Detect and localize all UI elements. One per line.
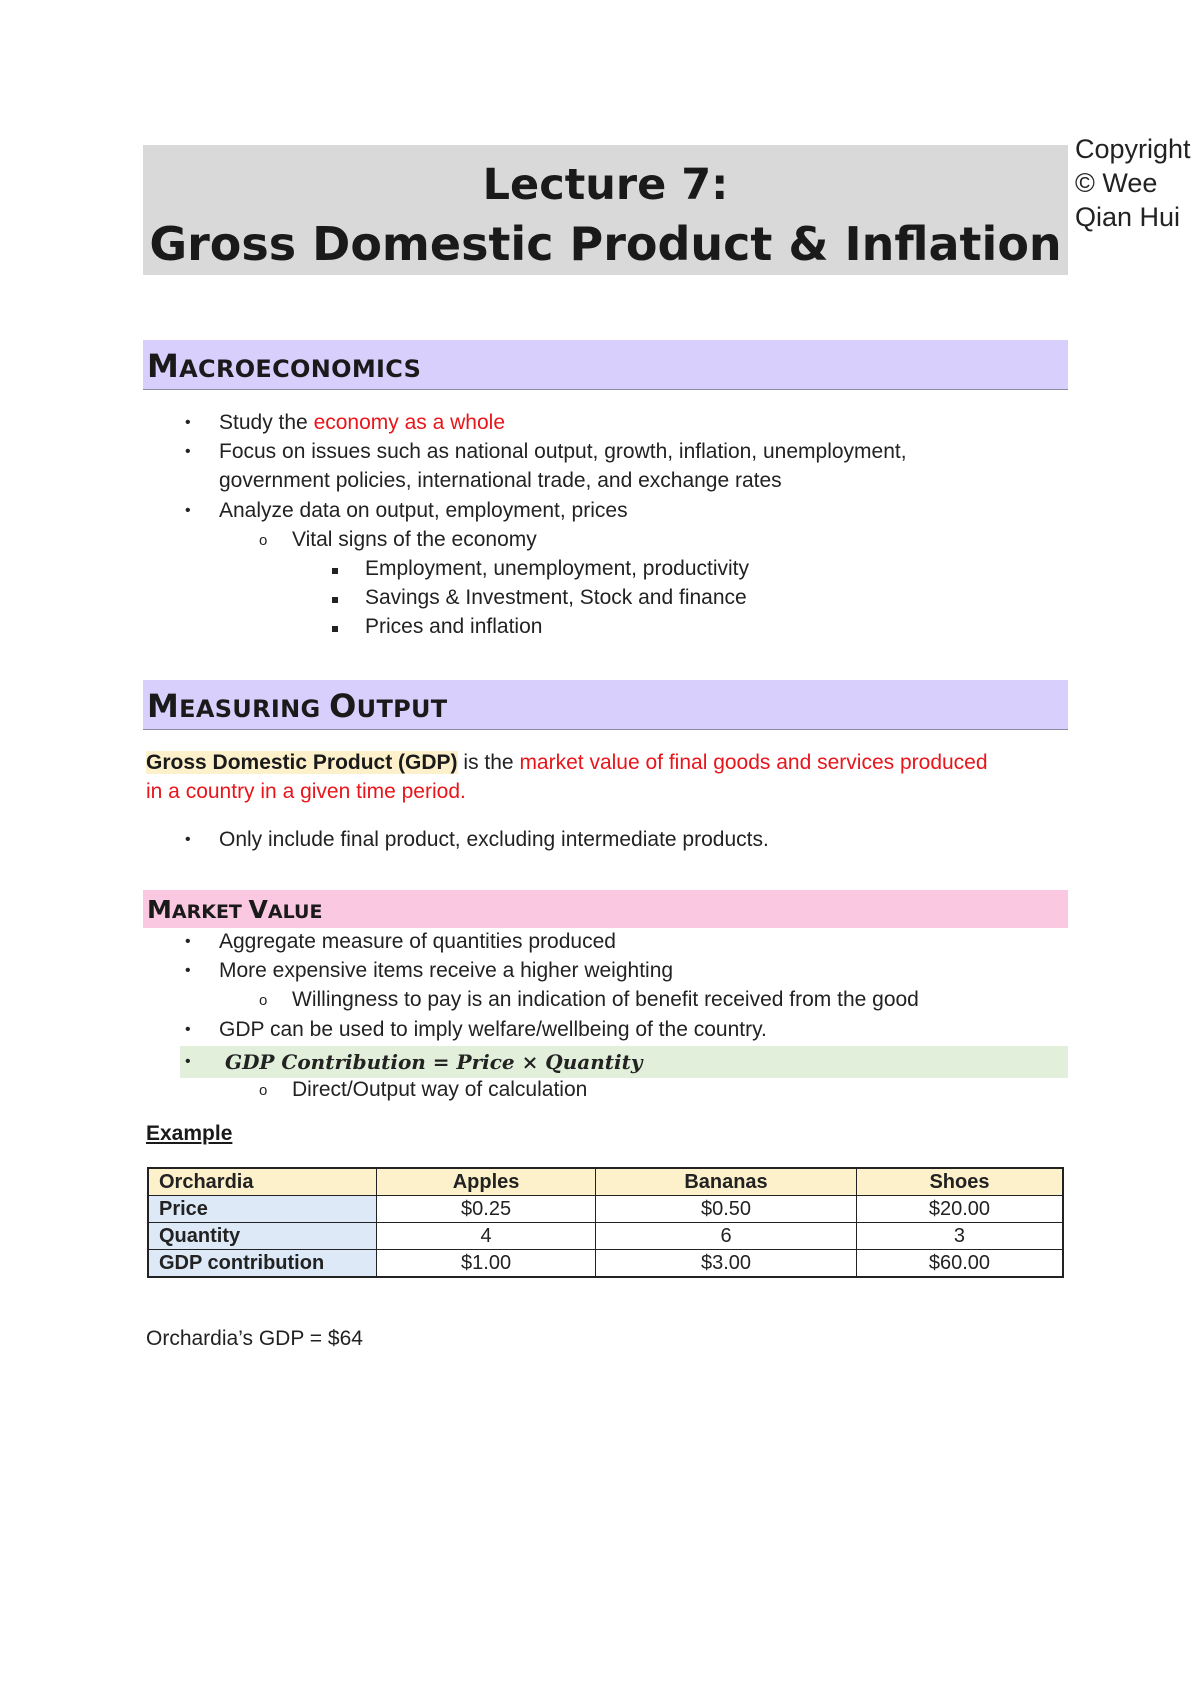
gdp-contribution-formula: GDP Contribution = Price × Quantity [225, 1050, 643, 1074]
copyright-line: Qian Hui [1075, 202, 1181, 232]
table-cell: $0.25 [377, 1196, 596, 1223]
gdp-definition [146, 749, 988, 777]
list-item: GDP can be used to imply welfare/wellbeing of the country. [219, 1018, 767, 1041]
table-cell: $20.00 [856, 1196, 1063, 1223]
table-row-label: GDP contribution [148, 1250, 377, 1278]
sub-list-item: Direct/Output way of calculation [292, 1078, 588, 1101]
text: Study the [219, 411, 314, 434]
bullet-icon: • [185, 1053, 191, 1070]
table-cell: $1.00 [377, 1250, 596, 1278]
table-header-cell: Shoes [856, 1168, 1063, 1196]
bullet-icon: • [185, 831, 191, 848]
table-row [148, 1196, 1063, 1223]
table-row-label: Quantity [148, 1223, 377, 1250]
sub-bullet-icon: o [259, 992, 268, 1009]
list-item [219, 409, 505, 437]
lecture-title: Gross Domestic Product & Inflation [149, 217, 1062, 271]
bullet-icon: • [185, 443, 191, 460]
heading-cap: V [248, 895, 268, 924]
copyright-line: Copyright [1075, 134, 1191, 164]
orchardia-table [147, 1167, 1064, 1278]
square-bullet-icon [332, 568, 338, 574]
table-header-row [148, 1168, 1063, 1196]
lecture-title-box [143, 145, 1068, 275]
table-cell: 6 [596, 1223, 857, 1250]
subsection-heading-market-value [143, 890, 1068, 928]
sub-list-item: Vital signs of the economy [292, 528, 537, 551]
square-bullet-icon [332, 626, 338, 632]
list-item-continued: government policies, international trade, and exchange rates [219, 469, 782, 492]
table-cell: $3.00 [596, 1250, 857, 1278]
gdp-result: Orchardia’s GDP = $64 [146, 1327, 363, 1350]
sub-bullet-icon: o [259, 1082, 268, 1099]
heading-cap: M [147, 687, 180, 725]
highlight-text: market value of final goods and services produced [519, 751, 988, 774]
table-row [148, 1223, 1063, 1250]
bullet-icon: • [185, 502, 191, 519]
table-row-label: Price [148, 1196, 377, 1223]
table-row [148, 1250, 1063, 1278]
list-item: Focus on issues such as national output, growth, inflation, unemployment, [219, 440, 907, 463]
table-header-cell: Bananas [596, 1168, 857, 1196]
bullet-icon: • [185, 962, 191, 979]
table-cell: 4 [377, 1223, 596, 1250]
bullet-icon: • [185, 414, 191, 431]
square-bullet-icon [332, 597, 338, 603]
heading-rest: UTPUT [356, 695, 448, 723]
heading-rest: EASURING [179, 695, 330, 723]
copyright-notice [1075, 132, 1200, 234]
list-item: More expensive items receive a higher weighting [219, 959, 674, 982]
lecture-number: Lecture 7: [482, 160, 729, 210]
section-heading-macroeconomics [143, 340, 1068, 390]
sub-sub-list-item: Employment, unemployment, productivity [365, 557, 749, 580]
heading-cap: M [147, 895, 172, 924]
highlight-text: economy as a whole [313, 411, 506, 434]
heading-cap: M [147, 347, 180, 385]
heading-rest: ACROECONOMICS [179, 355, 422, 383]
table-header-cell: Apples [377, 1168, 596, 1196]
heading-cap: O [329, 687, 357, 725]
table-header-cell: Orchardia [148, 1168, 377, 1196]
sub-sub-list-item: Prices and inflation [365, 615, 543, 638]
list-item: Analyze data on output, employment, prices [219, 499, 628, 522]
gdp-definition-continued: in a country in a given time period. [146, 780, 466, 803]
example-label: Example [146, 1122, 233, 1145]
heading-rest: ARKET [171, 901, 249, 923]
formula-highlight-row [180, 1046, 1068, 1078]
heading-rest: ALUE [267, 901, 323, 923]
bullet-icon: • [185, 933, 191, 950]
list-item: Only include final product, excluding intermediate products. [219, 828, 769, 851]
section-heading-measuring-output [143, 680, 1068, 730]
table-cell: 3 [856, 1223, 1063, 1250]
sub-bullet-icon: o [259, 532, 268, 549]
sub-list-item: Willingness to pay is an indication of benefit received from the good [292, 988, 919, 1011]
table-cell: $60.00 [856, 1250, 1063, 1278]
copyright-line: © Wee [1075, 168, 1158, 198]
text: is the [457, 751, 520, 774]
table-cell: $0.50 [596, 1196, 857, 1223]
sub-sub-list-item: Savings & Investment, Stock and finance [365, 586, 747, 609]
defined-term: Gross Domestic Product (GDP) [146, 751, 458, 774]
list-item: Aggregate measure of quantities produced [219, 930, 616, 953]
bullet-icon: • [185, 1021, 191, 1038]
